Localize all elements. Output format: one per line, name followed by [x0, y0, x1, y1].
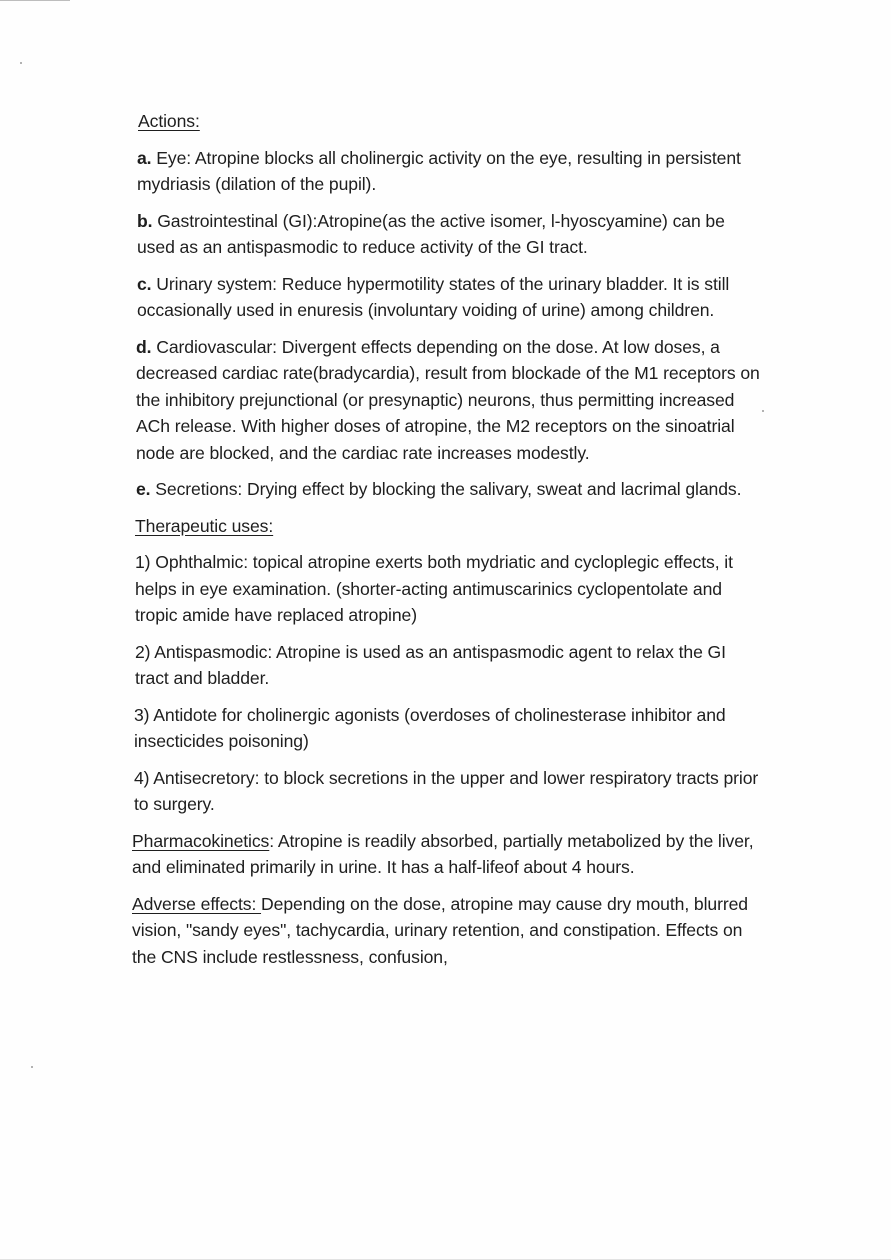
action-item-letter: e. — [136, 479, 151, 499]
action-item-letter: a. — [137, 147, 152, 168]
actions-heading-text: Actions: — [138, 111, 200, 131]
action-item-a — [137, 145, 762, 198]
adverse-effects-text: Depending on the dose, atropine may cause dry mouth, blurred vision, "sandy eyes", tachycardia, urinary retention, and constipation. Effects on the CNS include restlessness, confusion, — [132, 893, 748, 967]
therapeutic-item-2 — [135, 639, 762, 692]
document-body — [132, 108, 762, 980]
therapeutic-item-text: 4) Antisecretory: to block secretions in the upper and lower respiratory tracts prior to surgery. — [134, 767, 759, 814]
therapeutic-heading-text: Therapeutic uses: — [135, 515, 274, 536]
actions-heading — [138, 108, 762, 135]
action-item-text: Cardiovascular: Divergent effects depending on the dose. At low doses, a decreased cardiac rate(bradycardia), result from blockade of the M1 receptors on the inhibitory prejunctional (or presynaptic) neurons, thus permitting increased ACh release. With higher doses of atropine, the M2 receptors on the sinoatrial node are blocked, and the cardiac rate increases modestly. — [136, 336, 760, 463]
action-item-letter: d. — [136, 336, 152, 357]
scan-speck — [762, 410, 764, 412]
therapeutic-heading — [135, 513, 762, 540]
action-item-text: Urinary system: Reduce hypermotility states of the urinary bladder. It is still occasionally used in enuresis (involuntary voiding of urine) among children. — [137, 273, 730, 320]
scan-speck — [31, 1066, 33, 1068]
action-item-letter: b. — [137, 210, 153, 231]
pharmacokinetics-text: : Atropine is readily absorbed, partially metabolized by the liver, and eliminated primarily in urine. It has a half-lifeof about 4 hours. — [132, 830, 754, 877]
action-item-text: Eye: Atropine blocks all cholinergic activity on the eye, resulting in persistent mydriasis (dilation of the pupil). — [137, 147, 741, 194]
pharmacokinetics-paragraph — [132, 828, 762, 881]
action-item-letter: c. — [137, 273, 152, 294]
therapeutic-item-1 — [135, 549, 762, 629]
therapeutic-item-text: 2) Antispasmodic: Atropine is used as an antispasmodic agent to relax the GI tract and bladder. — [135, 641, 726, 688]
therapeutic-item-4 — [134, 765, 762, 818]
action-item-e — [136, 476, 762, 503]
adverse-effects-label: Adverse effects: — [132, 893, 262, 914]
action-item-c — [137, 271, 762, 324]
action-item-d — [136, 334, 762, 467]
scan-edge-mark — [0, 0, 70, 1]
adverse-effects-paragraph — [132, 891, 762, 971]
therapeutic-item-text: 3) Antidote for cholinergic agonists (overdoses of cholinesterase inhibitor and insecticides poisoning) — [134, 704, 726, 751]
therapeutic-item-3 — [134, 702, 762, 755]
therapeutic-item-text: 1) Ophthalmic: topical atropine exerts both mydriatic and cycloplegic effects, it helps in eye examination. (shorter-acting antimuscarinics cyclopentolate and tropic amide have replaced atropine) — [135, 552, 733, 625]
pharmacokinetics-label: Pharmacokinetics — [132, 830, 270, 851]
scan-speck — [20, 62, 22, 64]
action-item-b — [137, 208, 762, 261]
action-item-text: Gastrointestinal (GI):Atropine(as the active isomer, l-hyoscyamine) can be used as an antispasmodic to reduce activity of the GI tract. — [137, 210, 725, 257]
action-item-text: Secretions: Drying effect by blocking the salivary, sweat and lacrimal glands. — [150, 479, 742, 499]
